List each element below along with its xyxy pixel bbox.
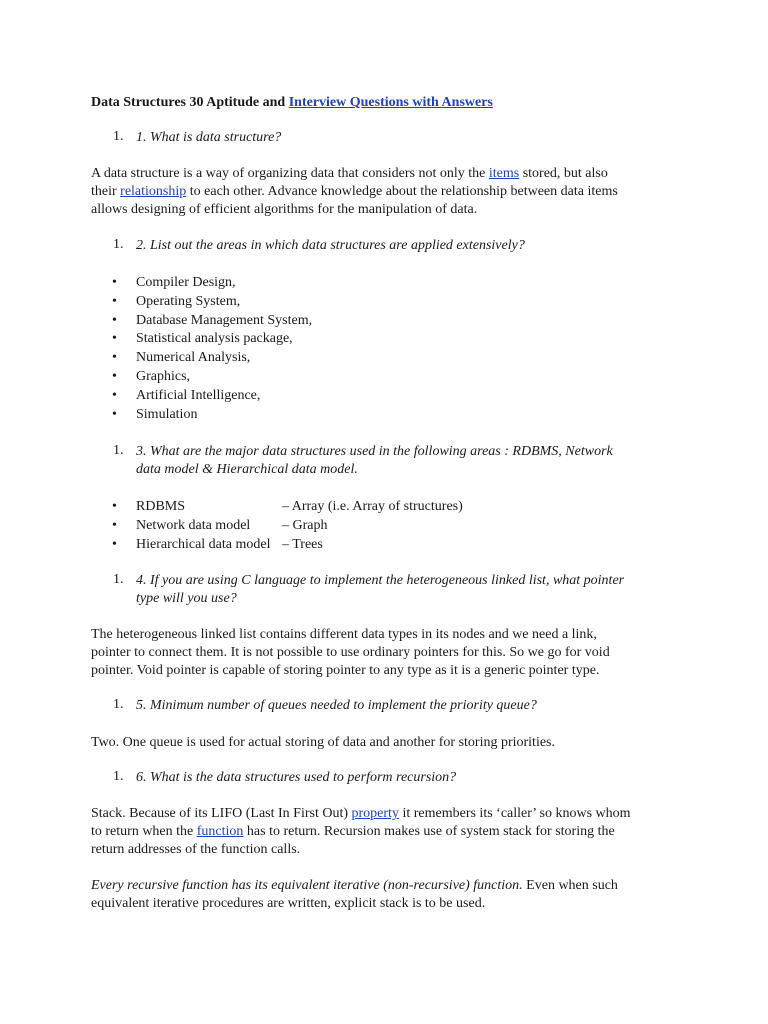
answer-6-text: to return when the: [91, 824, 197, 839]
bullet-marker: •: [112, 313, 117, 328]
list-item: [112, 387, 260, 405]
question-4-text: 4. If you are using C language to implement the heterogeneous linked list, what pointer: [136, 573, 625, 588]
list-item: [112, 312, 312, 330]
answer-1-text: A data structure is a way of organizing data that considers not only the: [91, 166, 489, 181]
answer-6-line-2: [91, 823, 615, 841]
bullet-marker: •: [112, 275, 117, 290]
list-item: [112, 517, 328, 535]
function-link[interactable]: function: [196, 824, 244, 839]
answer-1-text: their: [91, 184, 121, 199]
area-label: Statistical analysis package,: [136, 331, 293, 346]
list-number: 1.: [113, 129, 124, 144]
answer-6-text: it remembers its ‘caller’ so knows whom: [398, 806, 631, 821]
answer-6-text: Stack. Because of its LIFO (Last In First Out): [91, 806, 352, 821]
structure-name: – Array (i.e. Array of structures): [282, 499, 463, 514]
list-item: [112, 274, 236, 292]
list-number: 1.: [113, 769, 124, 784]
list-item: [112, 536, 323, 554]
bullet-marker: •: [112, 499, 117, 514]
answer-6-line-3: return addresses of the function calls.: [91, 842, 301, 857]
answer-4-line-3: pointer. Void pointer is capable of storing pointer to any type as it is a generic pointer type.: [91, 663, 600, 678]
list-number: 1.: [113, 697, 124, 712]
recursion-note-italic: Every recursive function has its equivalent iterative (non-recursive) function.: [91, 878, 523, 893]
area-name: Hierarchical data model: [136, 537, 271, 552]
answer-1-line-2: [91, 183, 618, 201]
list-item: [112, 330, 293, 348]
interview-questions-link[interactable]: Interview Questions with Answers: [288, 95, 493, 110]
answer-1-text: stored, but also: [519, 166, 608, 181]
recursion-note-line-2: equivalent iterative procedures are written, explicit stack is to be used.: [91, 896, 486, 911]
list-item: [112, 498, 463, 516]
area-label: Graphics,: [136, 369, 191, 384]
answer-1-text: to each other. Advance knowledge about the relationship between data items: [186, 184, 618, 199]
document-title: [91, 94, 493, 112]
question-5-text: 5. Minimum number of queues needed to implement the priority queue?: [136, 698, 537, 713]
bullet-marker: •: [112, 350, 117, 365]
question-2-text: 2. List out the areas in which data structures are applied extensively?: [136, 238, 525, 253]
answer-1-line-1: [91, 165, 608, 183]
recursion-note-line-1: [91, 877, 618, 895]
question-6-text: 6. What is the data structures used to perform recursion?: [136, 770, 457, 785]
list-number: 1.: [113, 572, 124, 587]
structure-name: – Graph: [282, 518, 328, 533]
answer-6-text: has to return. Recursion makes use of system stack for storing the: [243, 824, 615, 839]
area-label: Simulation: [136, 407, 198, 422]
bullet-marker: •: [112, 388, 117, 403]
recursion-note-text: Even when such: [522, 878, 618, 893]
title-text: Data Structures 30 Aptitude and: [91, 95, 289, 110]
bullet-marker: •: [112, 331, 117, 346]
question-1-text: 1. What is data structure?: [136, 130, 282, 145]
bullet-marker: •: [112, 369, 117, 384]
area-label: Database Management System,: [136, 313, 313, 328]
area-label: Artificial Intelligence,: [136, 388, 261, 403]
answer-5: Two. One queue is used for actual storing of data and another for storing priorities.: [91, 735, 556, 750]
list-item: [112, 293, 240, 311]
answer-6-line-1: [91, 805, 631, 823]
items-link[interactable]: items: [488, 166, 520, 181]
question-3-text: 3. What are the major data structures used in the following areas : RDBMS, Network: [136, 444, 613, 459]
relationship-link[interactable]: relationship: [120, 184, 187, 199]
answer-4-line-2: pointer to connect them. It is not possible to use ordinary pointers for this. So we go for void: [91, 645, 610, 660]
area-label: Operating System,: [136, 294, 241, 309]
area-name: RDBMS: [136, 499, 186, 514]
question-4-text: type will you use?: [136, 591, 237, 606]
list-item: [112, 368, 190, 386]
area-label: Numerical Analysis,: [136, 350, 251, 365]
structure-name: – Trees: [282, 537, 323, 552]
list-item: [112, 406, 197, 424]
list-number: 1.: [113, 237, 124, 252]
list-number: 1.: [113, 443, 124, 458]
answer-1-line-3: allows designing of efficient algorithms for the manipulation of data.: [91, 202, 478, 217]
area-label: Compiler Design,: [136, 275, 236, 290]
answer-4-line-1: The heterogeneous linked list contains different data types in its nodes and we need a link,: [91, 627, 597, 642]
bullet-marker: •: [112, 407, 117, 422]
area-name: Network data model: [136, 518, 251, 533]
bullet-marker: •: [112, 537, 117, 552]
list-item: [112, 349, 250, 367]
property-link[interactable]: property: [351, 806, 399, 821]
question-3-text: data model & Hierarchical data model.: [136, 462, 358, 477]
bullet-marker: •: [112, 518, 117, 533]
bullet-marker: •: [112, 294, 117, 309]
